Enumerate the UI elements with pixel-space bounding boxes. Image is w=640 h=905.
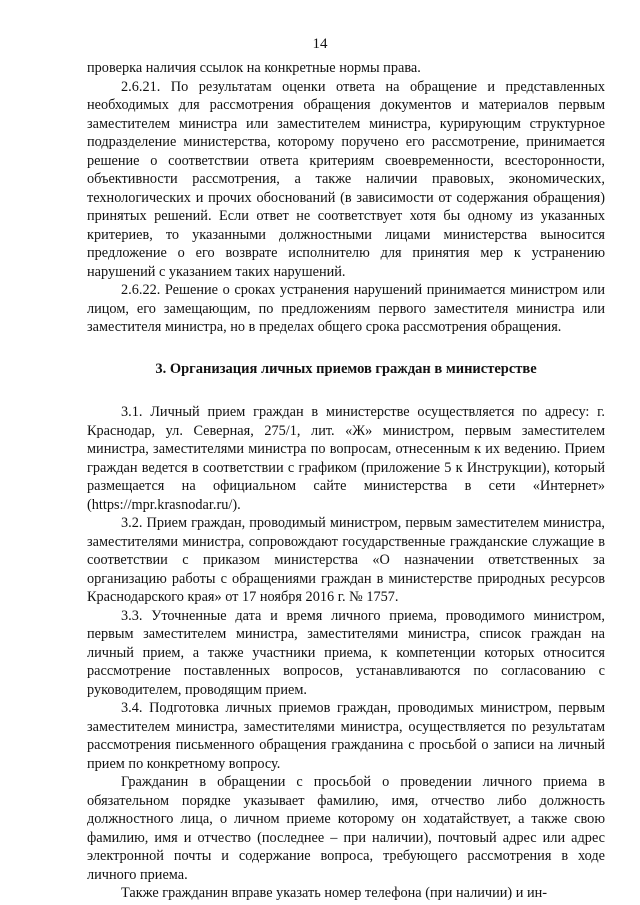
paragraphs-bottom bbox=[87, 403, 605, 903]
paragraphs-top bbox=[87, 59, 605, 337]
paragraph: 2.6.21. По результатам оценки ответа на обращение и представленных необходимых для рассмотрения обращения документов и материалов первым заместителем министра или заместителем министра, курирующим структурное подразделение министерства, которому поручено его рассмотрение, принимается решение о соответствии ответа критериям своевременности, всесторонности, объективности рассмотрения, а также наличии правовых, экономических, технологических и прочих обоснований (в зависимости от содержания обращения) принятых решений. Если ответ не соответствует хотя бы одному из указанных критериев, то указанными должностными лицами министерства выносится предложение о его возврате исполнителю для принятия мер к устранению нарушений с указанием таких нарушений. bbox=[87, 78, 605, 280]
paragraph: Гражданин в обращении с просьбой о проведении личного приема в обязательном порядке указывает фамилию, имя, отчество либо должность должностного лица, о личном приеме которому он ходатайствует, а также свою фамилию, имя и отчество (последнее – при наличии), почтовый адрес или адрес электронной почты и содержание вопроса, требующего рассмотрения в ходе личного приема. bbox=[87, 774, 605, 883]
section-heading: 3. Организация личных приемов граждан в министерстве bbox=[155, 360, 537, 377]
paragraph: 2.6.22. Решение о сроках устранения нарушений принимается министром или лицом, его замещающим, по предложениям первого заместителя министра или заместителя министра, но в пределах общего срока рассмотрения обращения. bbox=[87, 282, 605, 335]
paragraph: Также гражданин вправе указать номер телефона (при наличии) и ин- bbox=[121, 885, 548, 901]
paragraph: проверка наличия ссылок на конкретные нормы права. bbox=[87, 60, 421, 76]
paragraph: 3.4. Подготовка личных приемов граждан, проводимых министром, первым заместителем министра, заместителями министра, осуществляется по результатам рассмотрения письменного обращения гражданина с просьбой о записи на личный прием по конкретному вопросу. bbox=[87, 700, 605, 772]
document-body bbox=[87, 59, 605, 903]
paragraph: 3.3. Уточненные дата и время личного приема, проводимого министром, первым заместителем министра, заместителями министра, список граждан на личный прием, а также участники приема, к компетенции которых относится рассмотрение поставленных вопросов, устанавливаются по согласованию с руководителем, проводящим прием. bbox=[87, 607, 605, 698]
page-number: 14 bbox=[312, 36, 328, 52]
paragraph: 3.2. Прием граждан, проводимый министром, первым заместителем министра, заместителями министра, сопровождают государственные гражданские служащие в соответствии с приказом министерства «О назначении ответственных за организацию работы с обращениями граждан в министерстве природных ресурсов Краснодарского края» от 17 ноября 2016 г. № 1757. bbox=[87, 515, 605, 605]
paragraph: 3.1. Личный прием граждан в министерстве осуществляется по адресу: г. Краснодар, ул. Северная, 275/1, лит. «Ж» министром, первым заместителем министра, заместителями министра по вопросам, отнесенным к их ведению. Прием граждан ведется в соответствии с графиком (приложение 5 к Инструкции), который размещается на официальном сайте министерства в сети «Интернет» (https://mpr.krasnodar.ru/). bbox=[87, 404, 605, 513]
